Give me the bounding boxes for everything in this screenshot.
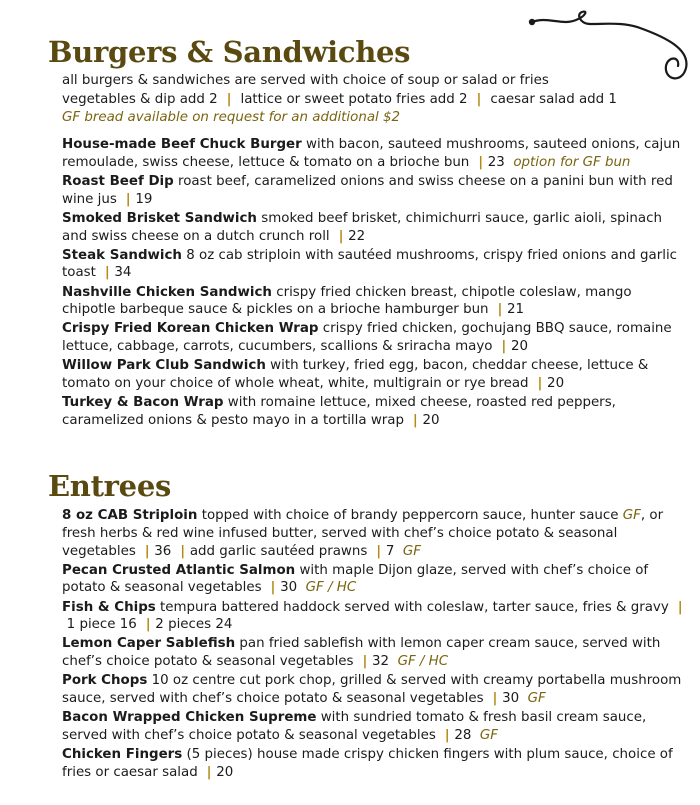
item-price: 34 (114, 265, 132, 281)
item-extra: 2 pieces 24 (155, 617, 233, 633)
item-description: with romaine lettuce, mixed cheese, roasted red peppers, caramelized onions & pesto mayo in a tortilla wrap (62, 395, 616, 429)
item-description: 10 oz centre cut pork chop, grilled & served with creamy portabella mushroom sauce, served with chef’s choice potato & seasonal vegetables (62, 673, 682, 707)
item-name: Roast Beef Dip (62, 173, 174, 189)
menu-item (62, 173, 688, 209)
item-price: 30 (280, 580, 298, 596)
separator: | (487, 691, 503, 707)
item-name: Lemon Caper Sablefish (62, 636, 236, 652)
separator: | (357, 654, 372, 670)
menu-item (62, 507, 688, 560)
menu-item (62, 599, 688, 635)
item-description: with sundried tomato & fresh basil cream sauce, served with chef’s choice potato & seasonal vegetables (62, 710, 647, 744)
separator: | (140, 543, 155, 559)
item-description: crispy fried chicken, gochujang BBQ sauce, romaine lettuce, cabbage, carrots, cucumbers, scallions & sriracha mayo (62, 321, 672, 355)
item-name: House-made Beef Chuck Burger (62, 137, 302, 152)
separator: | (265, 580, 281, 596)
item-extra: add garlic sautéed prawns (189, 543, 368, 559)
item-name: Crispy Fried Korean Chicken Wrap (62, 321, 319, 337)
item-description: tempura battered haddock served with coleslaw, tarter sauce, fries & gravy (160, 599, 669, 615)
item-note: option for GF bun (513, 154, 631, 170)
item-price: 32 (372, 654, 390, 670)
separator: | (440, 728, 455, 744)
item-name: Turkey & Bacon Wrap (62, 395, 224, 411)
item-price: 1 piece 16 (66, 617, 137, 633)
item-name: Chicken Fingers (62, 747, 183, 763)
item-description: with bacon, sauteed mushrooms, sauteed onions, cajun remoulade, swiss cheese, lettuce & tomato on a brioche bun (62, 137, 681, 170)
item-name: Fish & Chips (62, 599, 156, 615)
item-description: pan fried sablefish with lemon caper cream sauce, served with chef’s choice potato & seasonal vegetables (62, 636, 661, 670)
separator: | (496, 339, 511, 355)
addon-caesar: caesar salad add 1 (490, 91, 617, 107)
section-title-entrees: Entrees (48, 469, 171, 503)
separator: | (202, 764, 217, 780)
item-extra-price: 7 (385, 543, 395, 559)
item-price: 22 (348, 228, 366, 244)
item-description: smoked beef brisket, chimichurri sauce, garlic aioli, spinach and swiss cheese on a dutch crunch roll (62, 210, 662, 244)
item-price: 23 (487, 154, 505, 170)
item-note: GF (622, 508, 641, 523)
item-price: 20 (216, 764, 234, 780)
menu-item (62, 394, 688, 430)
separator: | (121, 191, 136, 207)
item-price: 30 (502, 691, 520, 707)
item-description: crispy fried chicken breast, chipotle coleslaw, mango chipotle barbeque sauce & pickles on a brioche hamburger bun (62, 284, 632, 318)
separator: | (471, 91, 487, 107)
item-note: GF (527, 691, 546, 707)
separator: | (62, 599, 683, 633)
burgers-intro (62, 72, 682, 128)
burger-items-list (62, 136, 688, 431)
intro-addons (62, 91, 682, 110)
item-name: Steak Sandwich (62, 247, 182, 263)
menu-item (62, 284, 688, 320)
separator: | (532, 376, 548, 392)
item-description: with turkey, fried egg, bacon, cheddar cheese, lettuce & tomato on your choice of whole wheat, white, multigrain or rye bread (62, 358, 649, 392)
item-name: Pecan Crusted Atlantic Salmon (62, 562, 296, 578)
menu-item (62, 320, 688, 356)
item-name: 8 oz CAB Striploin (62, 508, 198, 523)
separator: | (175, 543, 190, 559)
item-description: (5 pieces) house made crispy chicken fingers with plum sauce, choice of fries or caesar salad (62, 747, 673, 780)
menu-item (62, 247, 688, 283)
section-title-burgers: Burgers & Sandwiches (48, 35, 411, 69)
separator: | (473, 154, 488, 170)
item-price: 20 (547, 376, 565, 392)
item-note: GF (479, 728, 498, 744)
item-price: 21 (507, 302, 525, 318)
menu-item (62, 210, 688, 246)
item-price: 28 (454, 728, 472, 744)
item-note: GF / HC (397, 654, 449, 670)
separator: | (492, 302, 508, 318)
addon-vegetables: vegetables & dip add 2 (62, 91, 218, 107)
gf-bread-note: GF bread available on request for an additional $2 (62, 110, 401, 125)
menu-item (62, 635, 688, 671)
intro-served-with: all burgers & sandwiches are served with choice of soup or salad or fries (62, 73, 549, 88)
item-note: GF (402, 543, 421, 559)
menu-item (62, 709, 688, 745)
item-price: 20 (510, 339, 528, 355)
item-name: Smoked Brisket Sandwich (62, 210, 257, 226)
item-description: roast beef, caramelized onions and swiss cheese on a panini bun with red wine jus (62, 173, 673, 207)
item-name: Pork Chops (62, 673, 148, 689)
item-price: 20 (422, 413, 440, 429)
item-description: topped with choice of brandy peppercorn sauce, hunter sauce (201, 508, 619, 523)
item-description: , or fresh herbs & red wine infused butter, served with chef’s choice potato & seasonal vegetables (62, 508, 664, 559)
menu-item (62, 562, 688, 598)
menu-item (62, 746, 688, 782)
menu-item (62, 672, 688, 708)
separator: | (333, 228, 349, 244)
addon-fries: lattice or sweet potato fries add 2 (240, 91, 468, 107)
separator: | (141, 617, 156, 633)
separator: | (221, 91, 237, 107)
entree-items-list (62, 507, 688, 783)
item-description: with maple Dijon glaze, served with chef’s choice of potato & seasonal vegetables (62, 562, 649, 596)
separator: | (371, 543, 386, 559)
menu-item (62, 357, 688, 393)
item-name: Nashville Chicken Sandwich (62, 284, 272, 300)
item-price: 19 (135, 191, 153, 207)
item-name: Willow Park Club Sandwich (62, 358, 266, 374)
separator: | (408, 413, 423, 429)
item-name: Bacon Wrapped Chicken Supreme (62, 710, 317, 726)
separator: | (100, 265, 115, 281)
item-note: GF / HC (305, 580, 357, 596)
item-description: 8 oz cab striploin with sautéed mushrooms, crispy fried onions and garlic toast (62, 247, 678, 281)
item-price: 36 (154, 543, 172, 559)
menu-item (62, 136, 688, 172)
